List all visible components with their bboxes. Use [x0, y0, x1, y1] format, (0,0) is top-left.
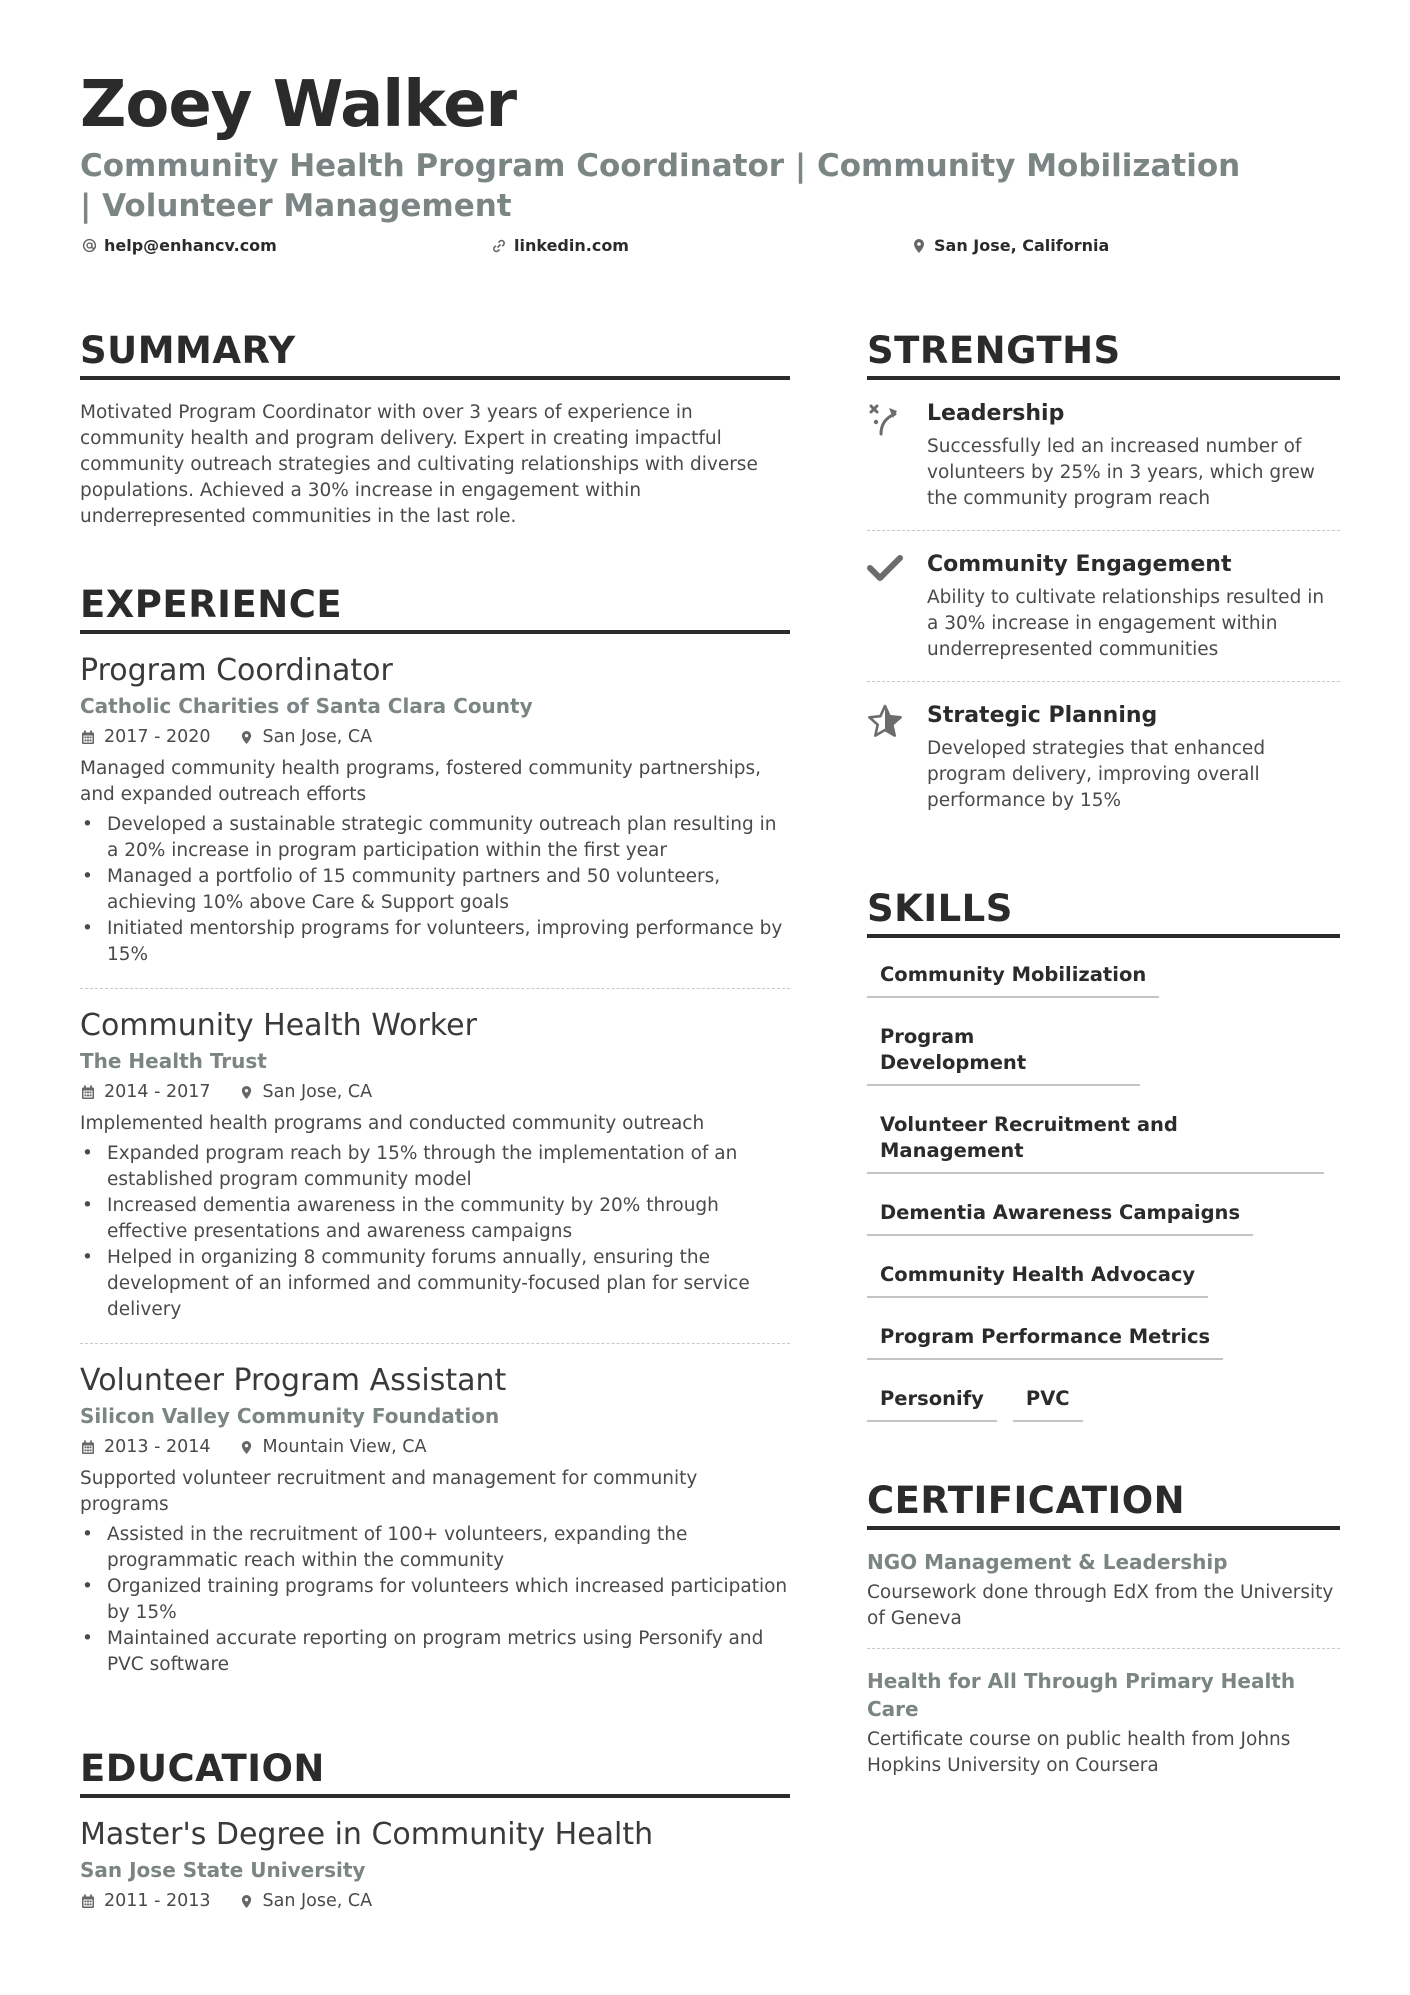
skill-tag: Program Development: [867, 1016, 1140, 1086]
education-section: [80, 1746, 790, 1940]
summary-section: [80, 328, 790, 530]
strategy-arrow-icon: [867, 400, 927, 512]
strength-description: Ability to cultivate relationships resulted in a 30% increase in engagement within underrepresented communities: [927, 587, 1325, 660]
job-achievements: [80, 1141, 790, 1323]
left-column: [80, 328, 790, 1992]
summary-text: Motivated Program Coordinator with over 3 years of experience in community health and program delivery. Expert in creating impactful community outreach strategies and cultivating relationships with diverse populations. Achieved a 30% increase in engagement within underrepresented communities in the last role.: [80, 402, 758, 527]
link-icon: [490, 237, 508, 255]
education-heading: EDUCATION: [80, 1746, 790, 1798]
achievement-item: • Maintained accurate reporting on program metrics using Personify and PVC software: [80, 1626, 790, 1678]
candidate-name: Zoey Walker: [80, 68, 517, 142]
skills-section: [867, 886, 1340, 1440]
strength-item: [867, 380, 1340, 531]
calendar-icon: [80, 1439, 96, 1455]
job-dates: 2013 - 2014: [104, 1437, 211, 1457]
contact-bar: [80, 236, 1330, 260]
strengths-heading: STRENGTHS: [867, 328, 1340, 380]
certification-description: Coursework done through EdX from the University of Geneva: [867, 1582, 1334, 1629]
strength-title: Leadership: [927, 401, 1065, 426]
employer-name: The Health Trust: [80, 1049, 267, 1073]
experience-heading: EXPERIENCE: [80, 582, 790, 634]
contact-link-text: linkedin.com: [514, 236, 629, 255]
location-pin-icon: [239, 1893, 255, 1909]
education-location: San Jose, CA: [262, 1891, 373, 1911]
skill-tag: Dementia Awareness Campaigns: [867, 1192, 1253, 1236]
achievement-item: • Expanded program reach by 15% through the implementation of an established program community model: [80, 1141, 790, 1193]
experience-entry: [80, 1344, 790, 1698]
calendar-icon: [80, 729, 96, 745]
skills-list: [867, 938, 1340, 1440]
job-meta: [80, 1434, 790, 1460]
job-meta: [80, 724, 790, 750]
certification-title: Health for All Through Primary Health Care: [867, 1669, 1296, 1721]
job-dates: 2017 - 2020: [104, 727, 211, 747]
contact-email[interactable]: [80, 236, 277, 255]
education-dates: 2011 - 2013: [104, 1891, 211, 1911]
experience-entry: [80, 634, 790, 989]
job-description: Managed community health programs, fostered community partnerships, and expanded outreach efforts: [80, 758, 762, 805]
degree-title: Master's Degree in Community Health: [80, 1817, 654, 1852]
job-meta: [80, 1079, 790, 1105]
checkmark-icon: [867, 551, 927, 663]
job-description: Implemented health programs and conducted community outreach: [80, 1113, 705, 1134]
job-title: Program Coordinator: [80, 653, 393, 688]
headline: Community Health Program Coordinator | Community Mobilization | Volunteer Management: [80, 148, 1241, 224]
skills-heading: SKILLS: [867, 886, 1340, 938]
calendar-icon: [80, 1084, 96, 1100]
job-location: San Jose, CA: [262, 1082, 373, 1102]
certification-section: [867, 1478, 1340, 1795]
education-meta: [80, 1888, 790, 1914]
experience-section: [80, 582, 790, 1698]
contact-location: [910, 236, 1109, 255]
skill-tag: Personify: [867, 1378, 997, 1422]
strength-title: Community Engagement: [927, 552, 1232, 577]
employer-name: Silicon Valley Community Foundation: [80, 1404, 500, 1428]
job-location: San Jose, CA: [262, 727, 373, 747]
skill-tag: Community Health Advocacy: [867, 1254, 1208, 1298]
skill-tag: PVC: [1013, 1378, 1083, 1422]
job-title: Volunteer Program Assistant: [80, 1363, 507, 1398]
job-achievements: [80, 812, 790, 968]
contact-link[interactable]: [490, 236, 629, 255]
job-achievements: [80, 1522, 790, 1678]
job-description: Supported volunteer recruitment and management for community programs: [80, 1468, 698, 1515]
achievement-item: • Increased dementia awareness in the community by 20% through effective presentations and awareness campaigns: [80, 1193, 790, 1245]
certification-item: [867, 1530, 1340, 1649]
calendar-icon: [80, 1893, 96, 1909]
strengths-section: [867, 328, 1340, 832]
certification-item: [867, 1649, 1340, 1795]
right-column: [867, 328, 1340, 1847]
location-pin-icon: [910, 237, 928, 255]
location-pin-icon: [239, 729, 255, 745]
location-pin-icon: [239, 1084, 255, 1100]
certification-title: NGO Management & Leadership: [867, 1550, 1228, 1574]
skill-tag: Program Performance Metrics: [867, 1316, 1223, 1360]
skill-tag: Community Mobilization: [867, 954, 1159, 998]
job-dates: 2014 - 2017: [104, 1082, 211, 1102]
skill-tag: Volunteer Recruitment and Management: [867, 1104, 1324, 1174]
experience-entry: [80, 989, 790, 1344]
at-icon: [80, 237, 98, 255]
job-title: Community Health Worker: [80, 1008, 477, 1043]
certification-description: Certificate course on public health from Johns Hopkins University on Coursera: [867, 1729, 1291, 1776]
achievement-item: • Developed a sustainable strategic community outreach plan resulting in a 20% increase in program participation within the first year: [80, 812, 790, 864]
strength-item: [867, 682, 1340, 832]
strength-description: Successfully led an increased number of volunteers by 25% in 3 years, which grew the community program reach: [927, 436, 1315, 509]
star-icon: [867, 702, 927, 814]
achievement-item: • Organized training programs for volunteers which increased participation by 15%: [80, 1574, 790, 1626]
summary-heading: SUMMARY: [80, 328, 790, 380]
location-pin-icon: [239, 1439, 255, 1455]
contact-email-text: help@enhancv.com: [104, 236, 277, 255]
education-entry: [80, 1798, 790, 1940]
contact-location-text: San Jose, California: [934, 236, 1110, 255]
strength-item: [867, 531, 1340, 682]
strength-title: Strategic Planning: [927, 703, 1158, 728]
achievement-item: • Managed a portfolio of 15 community partners and 50 volunteers, achieving 10% above Care & Support goals: [80, 864, 790, 916]
employer-name: Catholic Charities of Santa Clara County: [80, 694, 533, 718]
achievement-item: • Assisted in the recruitment of 100+ volunteers, expanding the programmatic reach within the community: [80, 1522, 790, 1574]
job-location: Mountain View, CA: [262, 1437, 427, 1457]
achievement-item: • Helped in organizing 8 community forums annually, ensuring the development of an informed and community-focused plan for service delivery: [80, 1245, 790, 1323]
strength-description: Developed strategies that enhanced program delivery, improving overall performance by 15%: [927, 738, 1266, 811]
school-name: San Jose State University: [80, 1858, 366, 1882]
achievement-item: • Initiated mentorship programs for volunteers, improving performance by 15%: [80, 916, 790, 968]
certification-heading: CERTIFICATION: [867, 1478, 1340, 1530]
